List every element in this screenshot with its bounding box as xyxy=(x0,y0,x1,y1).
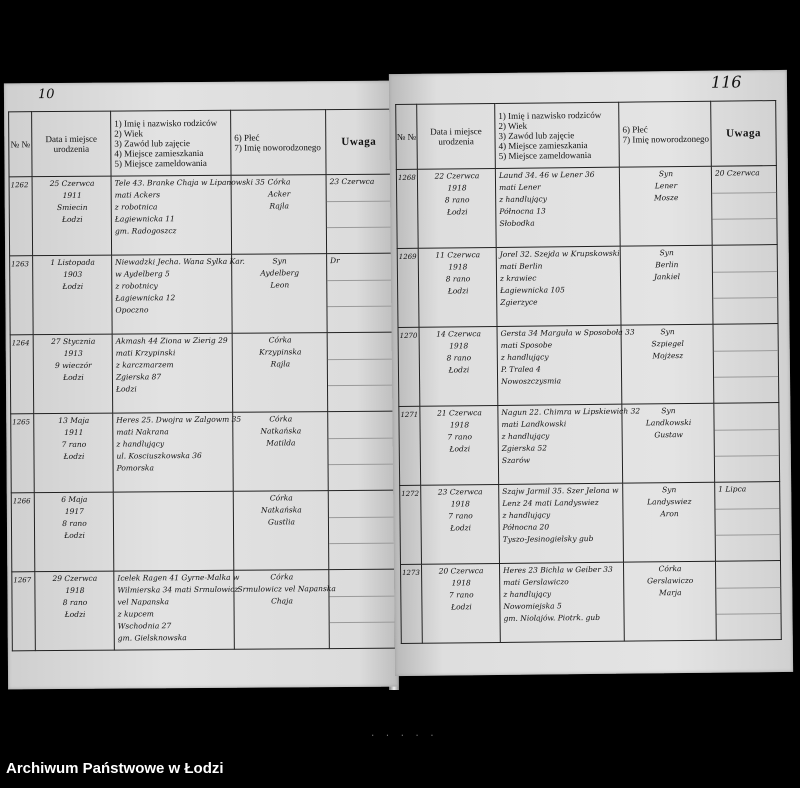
birth-date-place xyxy=(420,405,499,485)
parents-details xyxy=(495,167,620,247)
child-sex-name xyxy=(233,491,329,571)
child-sex-name xyxy=(623,482,716,562)
child-sex-name-line: Mojżesz xyxy=(652,351,684,361)
remark xyxy=(713,324,779,404)
remark-text xyxy=(714,324,778,327)
parents-details-line: z robotnica xyxy=(114,202,158,212)
remark-text: 20 Czerwca xyxy=(714,168,760,178)
parents-details xyxy=(112,254,245,334)
birth-date-place-line: 1918 xyxy=(65,585,85,595)
ruled-line xyxy=(327,306,392,307)
parents-details-line: mati Gerslawiczo xyxy=(503,577,569,587)
child-sex-name-line: Krzypinska xyxy=(259,347,302,357)
remark xyxy=(715,561,781,641)
child-sex-name xyxy=(232,333,328,413)
archive-caption: Archiwum Państwowe w Łodzi xyxy=(6,760,224,777)
birth-date-place-line: 7 rano xyxy=(448,590,474,600)
child-sex-name-line: Szpiegel xyxy=(651,339,684,349)
birth-date-place xyxy=(33,334,113,414)
parents-details-line: Niewadzki Jecha. Wana Sylka Kar. xyxy=(115,256,245,267)
birth-date-place-line: 11 Czerwca xyxy=(435,250,481,260)
child-sex-name-line: Córka xyxy=(267,177,291,187)
parents-details-line: Szarów xyxy=(501,455,531,465)
header-parents: 1) Imię i nazwisko rodziców 2) Wiek 3) Zawód lub zajęcie 4) Miejsce zamieszkania 5) Miejsce zameldowania xyxy=(495,102,620,168)
child-sex-name-line: Córka xyxy=(270,572,294,582)
birth-date-place-line: 27 Stycznia xyxy=(51,336,96,347)
parents-details-line: Łagiewnicka 105 xyxy=(500,285,565,295)
child-sex-name-line: Lener xyxy=(654,181,678,191)
birth-date-place-line: Łodzi xyxy=(449,444,471,454)
birth-date-place-line: 8 rano xyxy=(445,274,471,284)
birth-date-place-line: Łodzi xyxy=(63,451,85,461)
parents-details xyxy=(112,333,233,413)
birth-date-place-line: Łodzi xyxy=(451,602,472,612)
remark xyxy=(711,166,777,246)
register-entry-row xyxy=(399,403,780,486)
child-sex-name-line: Jankiel xyxy=(653,272,681,282)
birth-date-place-line: 1911 xyxy=(64,427,84,437)
parents-details-line: Zgierzyce xyxy=(500,297,538,307)
parents-details-line: Akmash 44 Ziona w Zierig 29 xyxy=(115,335,228,346)
birth-date-place xyxy=(34,492,114,572)
parents-details-line: Łagiewnicka 11 xyxy=(114,214,175,224)
birth-date-place xyxy=(421,484,500,564)
child-sex-name-line: Aron xyxy=(660,509,679,519)
header-date-place: Data i miejsce urodzenia xyxy=(417,103,496,169)
child-sex-name xyxy=(232,254,328,334)
ruled-line xyxy=(713,271,777,273)
parents-details-line: Słobodka xyxy=(499,218,535,228)
register-entry-row xyxy=(396,166,777,249)
parents-details-line: vel Napanska xyxy=(117,597,170,607)
parents-details-line: P. Tralea 4 xyxy=(500,364,541,374)
ruled-line xyxy=(329,464,394,465)
parents-details-line: z handlujący xyxy=(116,439,165,449)
birth-date-place-line: 1918 xyxy=(450,499,470,509)
birth-date-place-line: 8 rano xyxy=(62,597,88,607)
ruled-line xyxy=(712,192,776,194)
parents-details-line: Północna 20 xyxy=(502,522,550,532)
right-rows xyxy=(396,166,781,644)
parents-details xyxy=(498,404,641,484)
left-register-table xyxy=(8,109,396,652)
child-sex-name-line: Gustlia xyxy=(267,517,295,527)
child-sex-name xyxy=(231,175,327,255)
parents-details-line: z karczmarzem xyxy=(115,360,174,370)
parents-details-line: gm. Gielsknowska xyxy=(117,633,187,643)
parents-details-line: Północna 13 xyxy=(499,206,546,216)
birth-date-place xyxy=(419,326,498,406)
entry-number xyxy=(397,248,419,327)
parents-details-line: Wschodnia 27 xyxy=(117,621,172,631)
child-sex-name-line: Matilda xyxy=(266,438,296,448)
remark xyxy=(328,411,395,490)
remark xyxy=(327,253,394,332)
remark-text xyxy=(713,245,777,248)
right-register-table xyxy=(395,100,782,644)
birth-date-place xyxy=(33,255,113,335)
birth-date-place xyxy=(32,176,112,256)
birth-date-place-line: 8 rano xyxy=(446,353,472,363)
remark-text: 23 Czerwca xyxy=(329,176,375,187)
child-sex-name-line: Gerslawiczo xyxy=(647,575,694,586)
entry-number-text: 1262 xyxy=(10,181,29,190)
right-register-page xyxy=(389,70,793,676)
birth-date-place-line: 1918 xyxy=(451,578,471,588)
parents-details-line: Heres 23 Bichla w Geiber 33 xyxy=(503,564,613,575)
left-rows xyxy=(9,174,395,651)
ruled-line xyxy=(714,376,778,378)
entry-number xyxy=(400,564,422,643)
parents-details-line: z handlujący xyxy=(503,589,552,599)
child-sex-name-line: Landkowski xyxy=(645,417,692,428)
ruled-line xyxy=(715,508,779,510)
parents-details-line: Wilmierska 34 mati Srmulowicz xyxy=(117,584,239,595)
film-stamp-mark: · · · · · xyxy=(370,731,437,741)
ruled-line xyxy=(328,385,393,386)
parents-details xyxy=(497,325,635,405)
entry-number xyxy=(10,256,34,335)
child-sex-name xyxy=(233,412,329,492)
parents-details-line: mati Berlin xyxy=(499,261,543,271)
entry-number-text: 1272 xyxy=(401,489,420,498)
parents-details-line: Zgierska 87 xyxy=(115,372,162,382)
birth-date-place-line: 14 Czerwca xyxy=(436,329,481,339)
child-sex-name-line: Rajla xyxy=(269,201,290,211)
birth-date-place-line: 1918 xyxy=(448,262,468,272)
entry-number-text: 1271 xyxy=(400,410,419,419)
parents-details-line: Szajw Jarmil 35. Szer Jelona w xyxy=(502,485,619,496)
entry-number-text: 1268 xyxy=(397,173,416,183)
birth-date-place-line: 1903 xyxy=(63,269,83,279)
parents-details-line: mati Lener xyxy=(499,182,541,192)
register-entry-row xyxy=(10,332,394,414)
register-entry-row xyxy=(400,482,781,565)
parents-details-line: Nagun 22. Chimra w Lipskiewich 32 xyxy=(501,406,641,417)
birth-date-place-line: 7 rano xyxy=(447,432,472,442)
parents-details-line: gm. Radogoszcz xyxy=(114,226,177,236)
remark-text xyxy=(329,491,394,493)
child-sex-name-line: Córka xyxy=(268,335,292,345)
ruled-line xyxy=(713,297,777,299)
entry-number xyxy=(400,485,422,564)
parents-details-line: gm. Niolajów. Piotrk. gub xyxy=(503,612,601,623)
parents-details-line: z krawiec xyxy=(499,273,537,283)
parents-details-line: mati Sposobe xyxy=(500,340,553,350)
child-sex-name-line: Gustaw xyxy=(654,430,683,440)
child-sex-name-line: Mosze xyxy=(653,193,679,203)
birth-date-place xyxy=(418,247,497,327)
remark-text xyxy=(328,333,393,335)
remark xyxy=(712,245,778,325)
ruled-line xyxy=(716,587,780,589)
parents-details xyxy=(113,412,242,492)
ruled-line xyxy=(715,429,779,431)
child-sex-name xyxy=(623,561,716,641)
parents-details-line: Tyszo-Jesinogielsky gub xyxy=(502,533,594,544)
parents-details-line: Pomorska xyxy=(116,463,154,473)
header-remarks: Uwaga xyxy=(326,109,392,174)
birth-date-place-line: 20 Czerwca xyxy=(438,566,484,576)
birth-date-place xyxy=(35,571,115,651)
register-entry-row xyxy=(10,253,394,335)
birth-date-place-line: 1918 xyxy=(447,183,467,193)
right-header-row xyxy=(396,101,777,170)
register-entry-row xyxy=(11,490,395,572)
header-parents: 1) Imię i nazwisko rodziców 2) Wiek 3) Zawód lub zajęcie 4) Miejsce zamieszkania 5) Miejsce zameldowania xyxy=(111,110,231,176)
left-page-mark: 10 xyxy=(37,87,55,103)
child-sex-name-line: Acker xyxy=(268,189,291,199)
entry-number-text: 1267 xyxy=(13,576,32,585)
birth-date-place-line: 8 rano xyxy=(444,195,470,205)
ruled-line xyxy=(327,227,392,228)
parents-details-line: Łodzi xyxy=(115,384,137,394)
entry-number xyxy=(11,493,35,572)
remark-text xyxy=(328,412,393,414)
left-header-row xyxy=(9,109,392,177)
ruled-line xyxy=(327,201,392,202)
entry-number-text: 1269 xyxy=(398,252,417,262)
header-nr: № № xyxy=(9,112,32,177)
remark-text xyxy=(714,403,778,406)
header-sex-name: 6) Płeć 7) Imię noworodzonego xyxy=(619,101,712,167)
remark xyxy=(714,403,780,483)
parents-details-line: w Aydelberg 5 xyxy=(115,269,170,279)
parents-details-line: z kupcem xyxy=(117,609,154,619)
child-sex-name-line: Rajla xyxy=(270,359,291,369)
entry-number-text: 1263 xyxy=(11,260,30,269)
parents-details-line: z handlujący xyxy=(499,194,547,204)
parents-details-line: mati Nakrana xyxy=(116,427,169,437)
child-sex-name-line: Córka xyxy=(269,493,293,503)
ruled-line xyxy=(715,455,779,457)
ruled-line xyxy=(716,534,780,536)
birth-date-place-line: 1911 xyxy=(62,190,82,200)
parents-details-line: ul. Kosciuszkowska 36 xyxy=(116,450,202,461)
birth-date-place-line: 7 rano xyxy=(61,439,87,449)
remark xyxy=(327,332,394,411)
birth-date-place-line: Łodzi xyxy=(61,214,83,224)
birth-date-place-line: 1 Listopada xyxy=(50,257,95,268)
remark xyxy=(328,490,395,569)
parents-details-line: Łagiewnicka 12 xyxy=(115,293,176,303)
child-sex-name-line: Landyswiez xyxy=(647,496,692,507)
parents-details xyxy=(114,570,240,650)
child-sex-name xyxy=(621,324,714,404)
birth-date-place-line: 22 Czerwca xyxy=(434,171,480,181)
child-sex-name-line: Srmulowicz vel Napanska xyxy=(237,584,336,594)
parents-details xyxy=(499,562,624,642)
ruled-line xyxy=(329,517,394,518)
birth-date-place-line: Łodzi xyxy=(63,372,84,382)
child-sex-name-line: Syn xyxy=(661,406,676,416)
child-sex-name-line: Syn xyxy=(272,256,287,266)
parents-details xyxy=(496,246,621,326)
entry-number xyxy=(10,335,34,414)
entry-number xyxy=(398,327,420,406)
entry-number xyxy=(399,406,421,485)
parents-details-line: mati Ackers xyxy=(114,190,161,200)
parents-details-line: Nowoszczysmia xyxy=(501,376,562,386)
birth-date-place xyxy=(421,563,500,643)
child-sex-name-line: Syn xyxy=(659,248,674,258)
birth-date-place xyxy=(417,168,496,248)
header-sex-name: 6) Płeć 7) Imię noworodzonego xyxy=(231,110,326,176)
entry-number xyxy=(396,169,418,248)
parents-details-line: mati Landkowski xyxy=(501,419,567,429)
remark-text: Dr xyxy=(330,256,340,266)
parents-details xyxy=(111,175,265,255)
ruled-line xyxy=(714,350,778,352)
birth-date-place-line: Łodzi xyxy=(64,609,86,619)
ruled-line xyxy=(328,359,393,360)
birth-date-place-line: 13 Maja xyxy=(58,415,90,425)
birth-date-place-line: 1913 xyxy=(63,348,83,358)
parents-details-line: z handlujący xyxy=(502,510,551,520)
remark-text xyxy=(329,570,394,572)
parents-details-line: Opoczno xyxy=(115,305,149,315)
register-entry-row xyxy=(12,569,396,651)
remark-text xyxy=(716,561,780,564)
remark-text: 1 Lipca xyxy=(718,484,747,494)
birth-date-place-line: Smiecin xyxy=(56,202,88,213)
entry-number-text: 1264 xyxy=(11,339,30,348)
child-sex-name-line: Aydelberg xyxy=(260,268,300,278)
parents-details-line: Heres 25. Dwojra w Zalgowm 35 xyxy=(116,414,242,425)
parents-details-line: Lenz 24 mati Landyswiez xyxy=(502,497,599,508)
ruled-line xyxy=(329,596,394,597)
child-sex-name-line: Chaja xyxy=(271,596,293,606)
child-sex-name-line: Berlin xyxy=(655,260,679,270)
parents-details-line: Icelek Ragen 41 Gyrne-Malka w xyxy=(117,572,240,583)
register-entry-row xyxy=(398,324,779,407)
entry-number xyxy=(11,414,35,493)
parents-details-line: Jorel 32. Szejda w Krupskowski xyxy=(499,248,620,259)
child-sex-name-line: Syn xyxy=(660,327,675,337)
parents-details-line: z handlujący xyxy=(501,431,550,441)
ruled-line xyxy=(328,438,393,439)
parents-details-line: Zgierska 52 xyxy=(501,443,548,453)
register-entry-row xyxy=(9,174,393,256)
birth-date-place-line: 9 wieczór xyxy=(54,360,92,371)
ruled-line xyxy=(329,543,394,544)
register-entry-row xyxy=(11,411,395,493)
child-sex-name-line: Leon xyxy=(270,280,290,290)
ruled-line xyxy=(330,622,395,623)
birth-date-place-line: 1918 xyxy=(449,341,469,351)
entry-number xyxy=(12,572,36,651)
parents-details-line: Tele 43. Branke Chaja w Lipanowski 35 xyxy=(114,177,265,188)
birth-date-place-line: 6 Maja xyxy=(61,494,88,504)
child-sex-name-line: Syn xyxy=(662,485,677,495)
parents-details-line: mati Krzypinski xyxy=(115,348,176,358)
header-date-place: Data i miejsce urodzenia xyxy=(32,111,111,177)
birth-date-place-line: Łodzi xyxy=(448,365,470,375)
ruled-line xyxy=(712,218,776,220)
ruled-line xyxy=(717,613,781,615)
parents-details xyxy=(499,483,624,563)
ruled-line xyxy=(327,280,392,281)
parents-details xyxy=(113,491,234,571)
child-sex-name xyxy=(234,570,336,650)
birth-date-place-line: 25 Czerwca xyxy=(49,178,95,189)
birth-date-place-line: 8 rano xyxy=(62,518,87,528)
birth-date-place-line: Łodzi xyxy=(64,530,85,540)
birth-date-place-line: Łodzi xyxy=(447,286,469,296)
entry-number xyxy=(9,177,33,256)
remark xyxy=(715,482,781,562)
entry-number-text: 1266 xyxy=(12,497,31,506)
register-entry-row xyxy=(400,561,781,644)
birth-date-place-line: 1917 xyxy=(64,506,84,516)
child-sex-name-line: Syn xyxy=(658,169,674,179)
birth-date-place-line: Łodzi xyxy=(446,207,468,217)
entry-number-text: 1270 xyxy=(399,331,418,341)
entry-number-text: 1273 xyxy=(402,568,420,577)
parents-details-line: Nowomiejska 5 xyxy=(503,601,562,611)
child-sex-name xyxy=(619,166,712,246)
parents-details-line: Gersta 34 Marguła w Sposoboła 33 xyxy=(500,327,635,338)
child-sex-name-line: Marja xyxy=(658,588,682,598)
remark xyxy=(329,569,396,648)
header-nr: № № xyxy=(396,104,418,169)
birth-date-place-line: Łodzi xyxy=(450,523,472,533)
parents-details-line: Laund 34. 46 w Lener 36 xyxy=(498,169,595,180)
remark xyxy=(326,174,393,253)
birth-date-place-line: Łodzi xyxy=(62,281,84,291)
birth-date-place-line: 23 Czerwca xyxy=(437,487,483,497)
parents-details-line: z handlujący xyxy=(500,352,549,362)
child-sex-name xyxy=(622,403,715,483)
birth-date-place-line: 29 Czerwca xyxy=(52,573,98,584)
parents-details-line: z robotnicy xyxy=(115,281,158,291)
birth-date-place-line: 21 Czerwca xyxy=(436,408,482,418)
birth-date-place-line: 7 rano xyxy=(448,511,473,521)
child-sex-name-line: Natkańska xyxy=(260,505,302,515)
child-sex-name-line: Córka xyxy=(269,414,293,424)
child-sex-name-line: Natkańska xyxy=(260,426,302,436)
entry-number-text: 1265 xyxy=(12,418,31,427)
register-entry-row xyxy=(397,245,778,328)
left-register-page xyxy=(4,81,398,690)
right-page-mark: 116 xyxy=(710,72,742,92)
child-sex-name-line: Córka xyxy=(658,564,682,574)
header-remarks: Uwaga xyxy=(711,101,777,167)
birth-date-place xyxy=(34,413,114,493)
child-sex-name xyxy=(620,245,713,325)
birth-date-place-line: 1918 xyxy=(449,420,470,430)
